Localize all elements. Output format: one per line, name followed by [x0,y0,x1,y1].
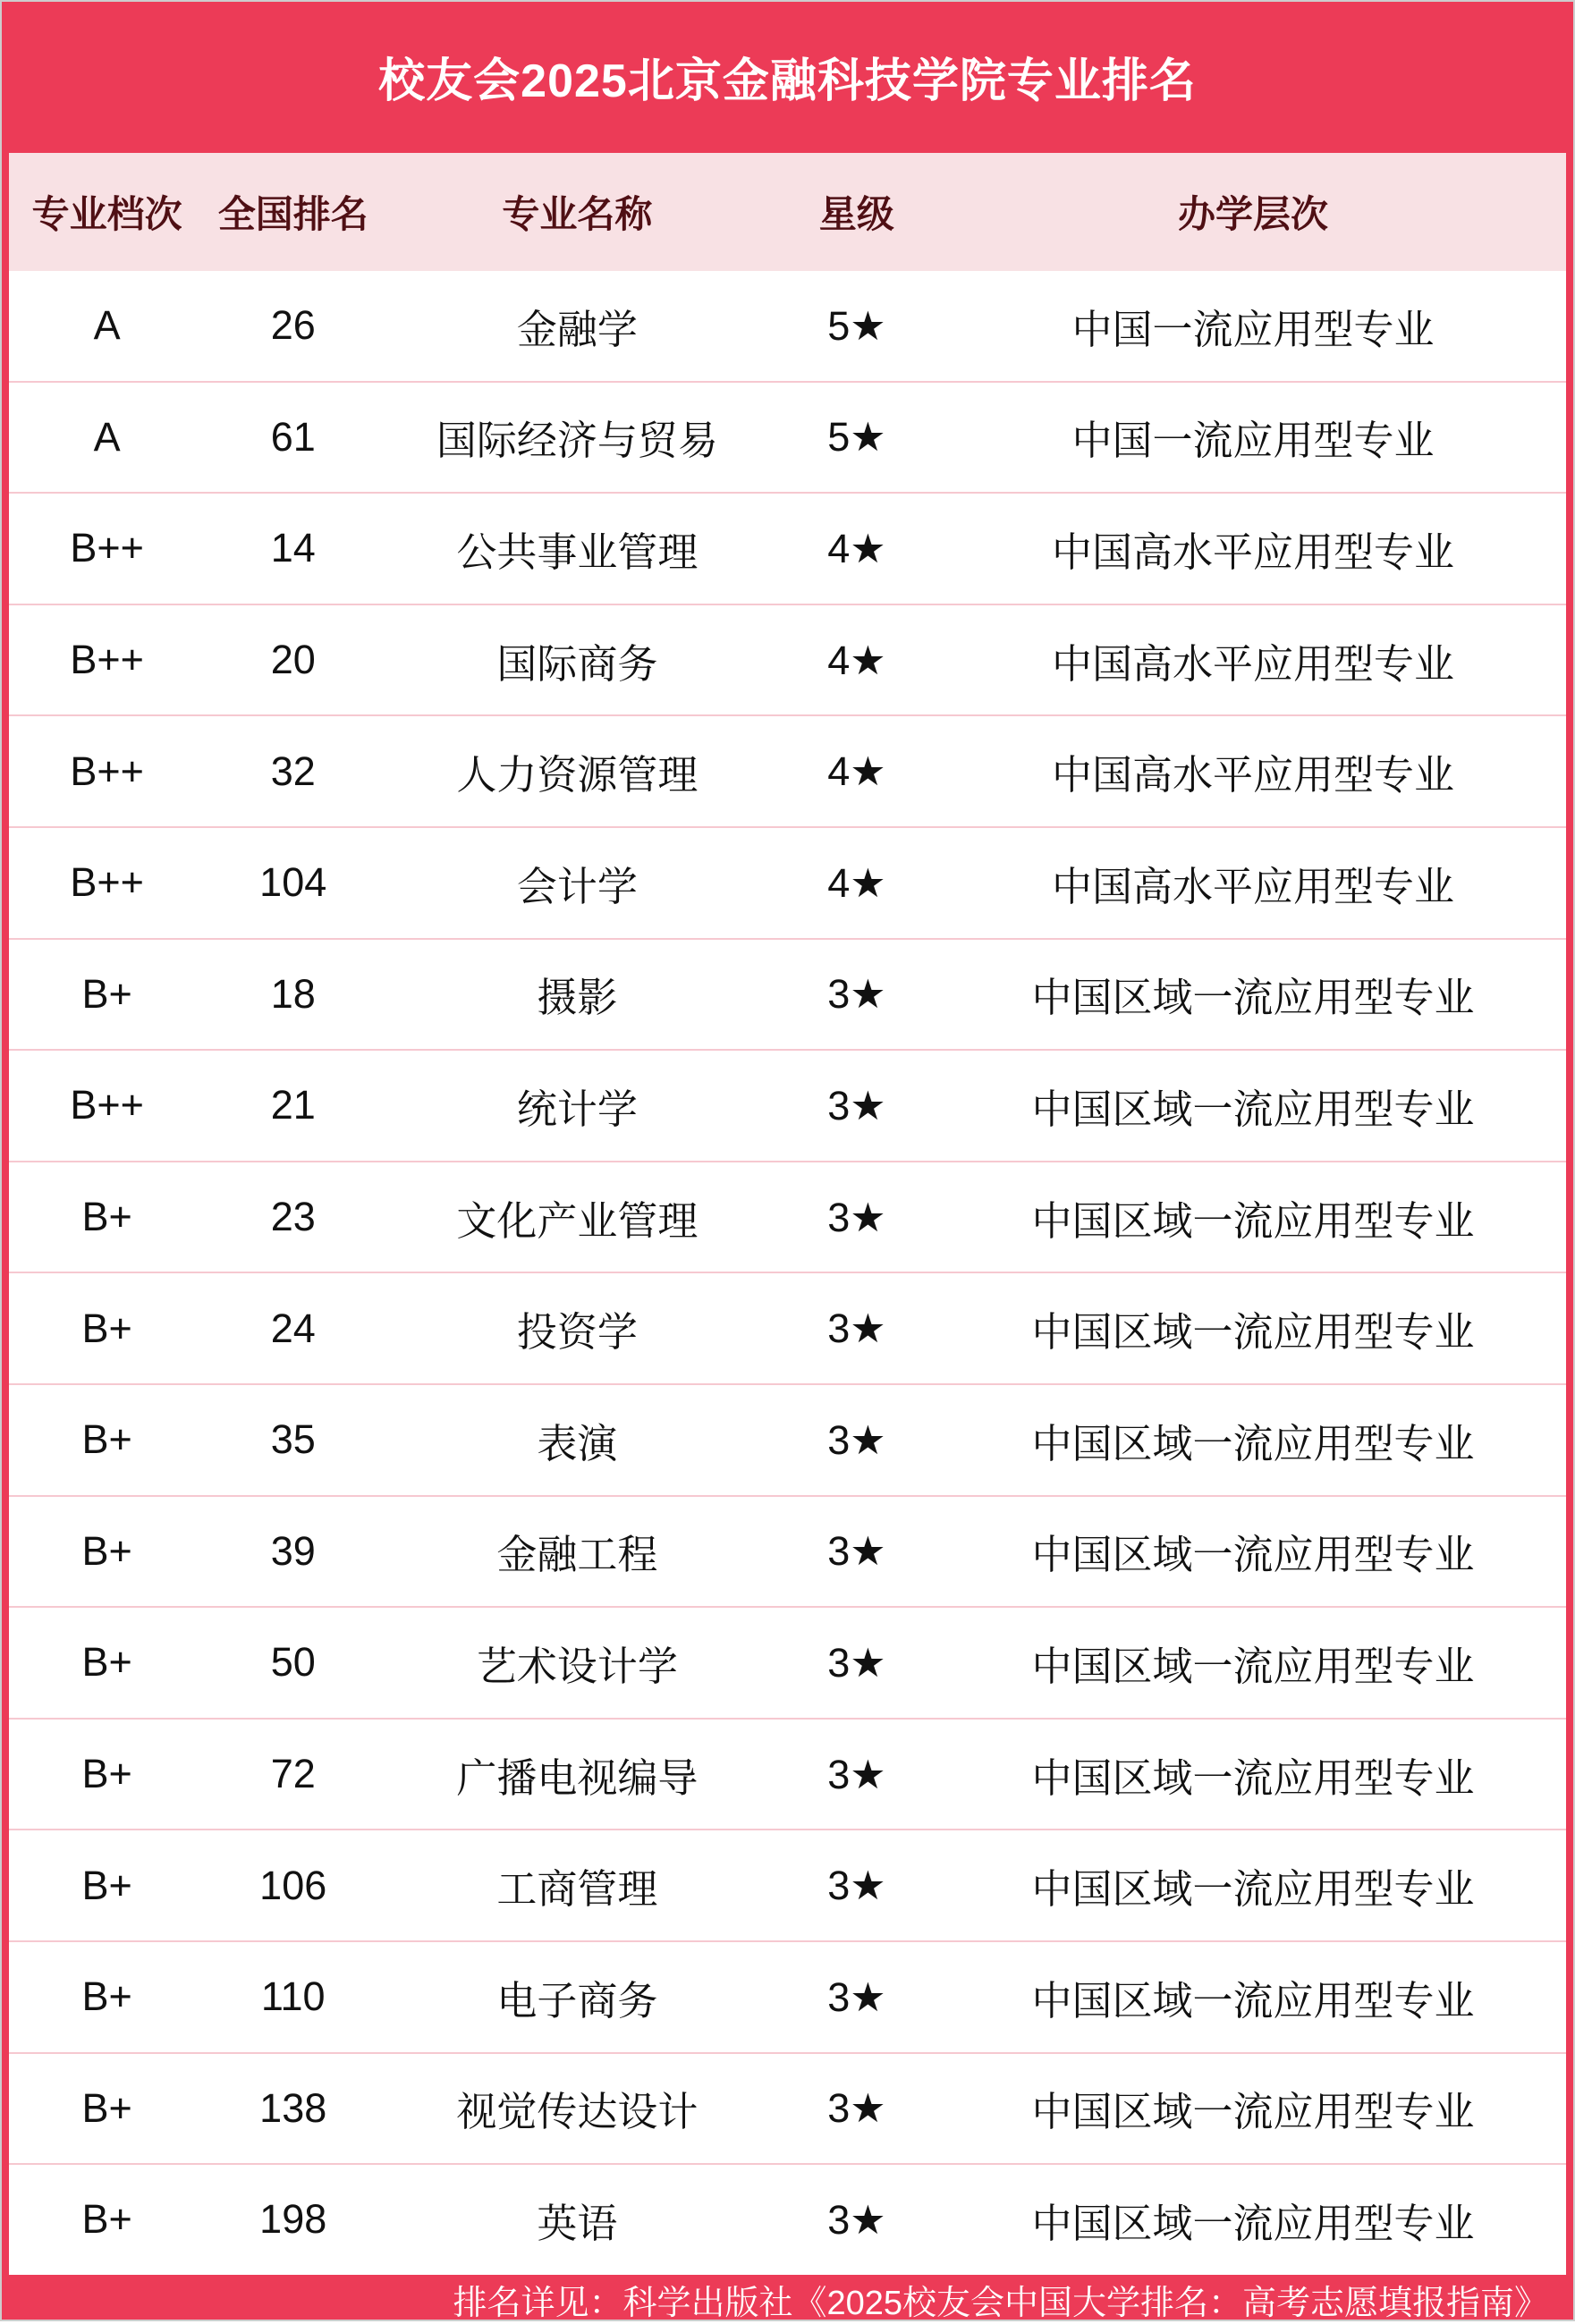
cell-major: 视觉传达设计 [381,2053,774,2165]
cell-grade: B+ [9,1384,205,1496]
table-header [9,153,1566,271]
cell-major: 国际商务 [381,604,774,716]
column-header-rank: 全国排名 [205,153,381,271]
column-header-grade: 专业档次 [9,153,205,271]
cell-stars: 4★ [774,827,940,939]
cell-major: 艺术设计学 [381,1607,774,1719]
cell-rank: 35 [205,1384,381,1496]
cell-stars: 3★ [774,1050,940,1162]
cell-level: 中国区域一流应用型专业 [940,1941,1566,2053]
cell-level: 中国一流应用型专业 [940,271,1566,382]
table-row [9,827,1566,939]
table-row [9,271,1566,382]
cell-rank: 50 [205,1607,381,1719]
cell-rank: 198 [205,2164,381,2275]
cell-level: 中国区域一流应用型专业 [940,1496,1566,1608]
table-body [9,271,1566,2275]
cell-stars: 4★ [774,715,940,827]
cell-stars: 3★ [774,1941,940,2053]
cell-level: 中国区域一流应用型专业 [940,1830,1566,1941]
table-row [9,1830,1566,1941]
table-row [9,1162,1566,1273]
cell-grade: B+ [9,2164,205,2275]
page-title: 校友会2025北京金融科技学院专业排名 [378,55,1197,107]
cell-stars: 3★ [774,1496,940,1608]
cell-rank: 138 [205,2053,381,2165]
cell-rank: 32 [205,715,381,827]
cell-level: 中国区域一流应用型专业 [940,1719,1566,1830]
cell-stars: 3★ [774,2164,940,2275]
cell-grade: B+ [9,1719,205,1830]
cell-level: 中国高水平应用型专业 [940,604,1566,716]
cell-stars: 3★ [774,1384,940,1496]
cell-stars: 3★ [774,939,940,1051]
cell-stars: 4★ [774,604,940,716]
cell-stars: 5★ [774,382,940,494]
cell-grade: B++ [9,604,205,716]
table-row [9,493,1566,604]
cell-major: 英语 [381,2164,774,2275]
cell-rank: 39 [205,1496,381,1608]
cell-rank: 23 [205,1162,381,1273]
cell-stars: 3★ [774,1162,940,1273]
table-row [9,1719,1566,1830]
cell-rank: 24 [205,1272,381,1384]
table-row [9,1496,1566,1608]
cell-grade: B+ [9,2053,205,2165]
footer-note: 排名详见：科学出版社《2025校友会中国大学排名：高考志愿填报指南》 [453,2284,1548,2322]
cell-level: 中国区域一流应用型专业 [940,2053,1566,2165]
column-header-major: 专业名称 [381,153,774,271]
cell-major: 金融工程 [381,1496,774,1608]
table-row [9,939,1566,1051]
cell-major: 文化产业管理 [381,1162,774,1273]
cell-level: 中国区域一流应用型专业 [940,1607,1566,1719]
cell-level: 中国高水平应用型专业 [940,827,1566,939]
cell-rank: 61 [205,382,381,494]
cell-level: 中国区域一流应用型专业 [940,2164,1566,2275]
cell-level: 中国高水平应用型专业 [940,493,1566,604]
cell-grade: B++ [9,1050,205,1162]
cell-grade: B+ [9,1272,205,1384]
cell-major: 工商管理 [381,1830,774,1941]
cell-rank: 72 [205,1719,381,1830]
cell-level: 中国区域一流应用型专业 [940,1272,1566,1384]
cell-stars: 3★ [774,1719,940,1830]
cell-major: 广播电视编导 [381,1719,774,1830]
cell-major: 国际经济与贸易 [381,382,774,494]
cell-grade: B+ [9,1607,205,1719]
cell-major: 统计学 [381,1050,774,1162]
table-row [9,1607,1566,1719]
cell-level: 中国区域一流应用型专业 [940,1050,1566,1162]
cell-stars: 3★ [774,1607,940,1719]
cell-major: 投资学 [381,1272,774,1384]
header-row [9,153,1566,271]
cell-rank: 110 [205,1941,381,2053]
cell-rank: 21 [205,1050,381,1162]
cell-stars: 3★ [774,2053,940,2165]
cell-level: 中国区域一流应用型专业 [940,939,1566,1051]
cell-grade: B++ [9,827,205,939]
cell-level: 中国区域一流应用型专业 [940,1384,1566,1496]
column-header-stars: 星级 [774,153,940,271]
cell-grade: B++ [9,493,205,604]
rankings-table [9,153,1566,2275]
cell-stars: 4★ [774,493,940,604]
cell-stars: 5★ [774,271,940,382]
cell-level: 中国高水平应用型专业 [940,715,1566,827]
table-row [9,2164,1566,2275]
cell-rank: 14 [205,493,381,604]
table-row [9,1050,1566,1162]
table-row [9,1941,1566,2053]
cell-grade: B+ [9,1941,205,2053]
cell-grade: A [9,271,205,382]
cell-major: 摄影 [381,939,774,1051]
table-row [9,1384,1566,1496]
cell-rank: 26 [205,271,381,382]
cell-rank: 106 [205,1830,381,1941]
cell-major: 人力资源管理 [381,715,774,827]
table-row [9,382,1566,494]
cell-grade: A [9,382,205,494]
title-bar [0,0,1575,153]
cell-rank: 104 [205,827,381,939]
cell-major: 公共事业管理 [381,493,774,604]
cell-rank: 20 [205,604,381,716]
cell-grade: B+ [9,1162,205,1273]
cell-grade: B++ [9,715,205,827]
footer-bar [0,2275,1575,2324]
cell-rank: 18 [205,939,381,1051]
table-row [9,715,1566,827]
cell-major: 表演 [381,1384,774,1496]
table-wrap [9,153,1566,2275]
table-row [9,604,1566,716]
table-row [9,1272,1566,1384]
column-header-level: 办学层次 [940,153,1566,271]
table-row [9,2053,1566,2165]
cell-stars: 3★ [774,1272,940,1384]
cell-level: 中国一流应用型专业 [940,382,1566,494]
cell-grade: B+ [9,1496,205,1608]
cell-major: 金融学 [381,271,774,382]
cell-stars: 3★ [774,1830,940,1941]
cell-major: 会计学 [381,827,774,939]
cell-grade: B+ [9,1830,205,1941]
cell-grade: B+ [9,939,205,1051]
cell-major: 电子商务 [381,1941,774,2053]
cell-level: 中国区域一流应用型专业 [940,1162,1566,1273]
